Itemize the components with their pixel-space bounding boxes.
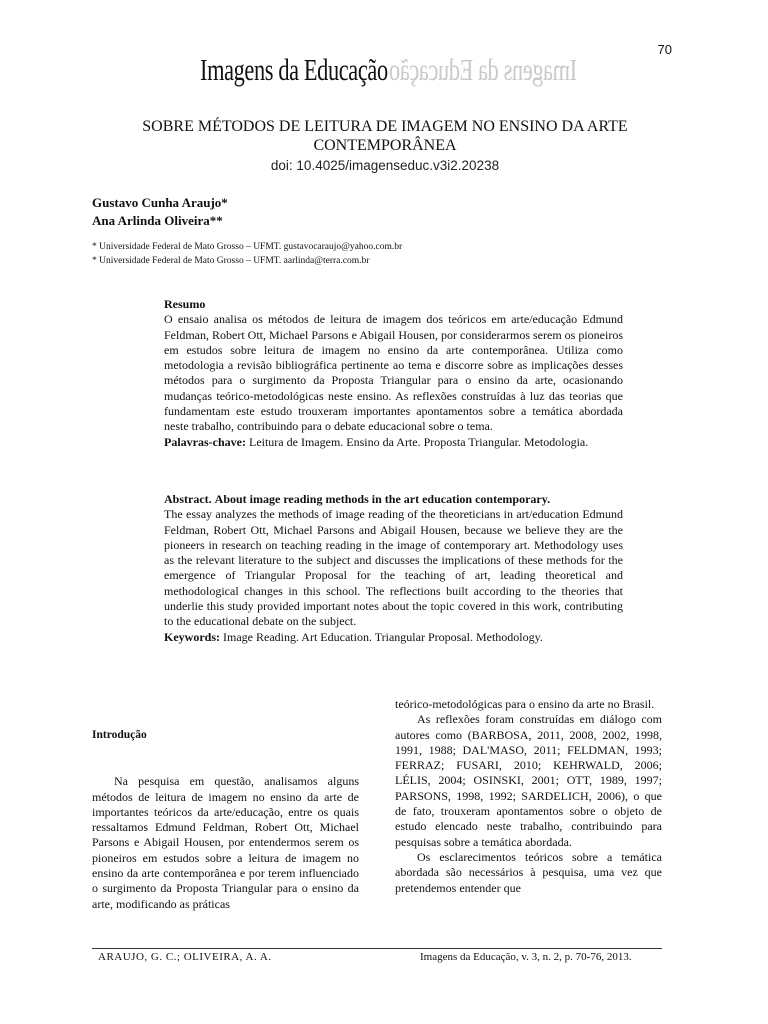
article-title: SOBRE MÉTODOS DE LEITURA DE IMAGEM NO ENSINO DA ARTE CONTEMPORÂNEA [142, 118, 628, 154]
resumo-text: O ensaio analisa os métodos de leitura de imagem dos teóricos em arte/educação Edmund Feldman, Robert Ott, Michael Parsons e Abigail Housen, por considerarmos serem os pioneiros em estudos sobre leitura de imagem no ensino da arte contemporânea. Utiliza como metodologia a revisão bibliográfica pertinente ao tema e discorre sobre as implicações desses métodos para o surgimento da Proposta Triangular para o ensino da arte, ocasionando mudanças teórico-metodológicas neste ensino. As reflexões construídas à luz das teorias que fundamentam este estudo trouxeram importantes apontamentos sobre a temática abordada neste trabalho, contribuindo para o debate educacional sobre o tema. [164, 312, 623, 434]
resumo-section [164, 297, 623, 450]
body-column-left [92, 697, 359, 912]
body-paragraph: As reflexões foram construídas em diálogo com autores como (BARBOSA, 2011, 2008, 2002, 1998, 1991, 1988; DAL'MASO, 2011; FELDMAN, 1993; FERRAZ; FUSARI, 2010; KEHRWALD, 2006; LÉLIS, 2004; OSINSKI, 2001; OTT, 1989, 1997; PARSONS, 1998, 1992; SARDELICH, 2006), o que de fato, trouxeram apontamentos sobre o objeto de estudo elencado neste trabalho, contribuindo para pesquisas sobre a temática abordada. [395, 712, 662, 849]
abstract-keywords-label: Keywords: [164, 629, 220, 644]
page-number: 70 [657, 42, 672, 57]
affiliation-list [92, 240, 402, 268]
body-paragraph: teórico-metodológicas para o ensino da arte no Brasil. [395, 697, 655, 711]
affiliation: * Universidade Federal de Mato Grosso – UFMT. aarlinda@terra.com.br [92, 256, 370, 266]
abstract-keywords [164, 630, 623, 645]
resumo-heading: Resumo [164, 297, 206, 311]
body-column-right [395, 697, 662, 896]
footer-citation-authors: ARAUJO, G. C.; OLIVEIRA, A. A. [98, 951, 272, 963]
body-paragraph: Os esclarecimentos teóricos sobre a temática abordada são necessários à pesquisa, uma vez que pretendemos entender que [395, 849, 662, 895]
abstract-section [164, 492, 623, 645]
abstract-title: About image reading methods in the art education contemporary. [214, 492, 551, 506]
abstract-text: The essay analyzes the methods of image reading of the theoreticians in art/education Edmund Feldman, Robert Ott, Michael Parsons and Abigail Housen, because we believe they are the pioneers in research on teaching reading in the image of contemporary art. Methodology uses as the relevant literature to the subject and discusses the implications of these methods for the emergence of Triangular Proposal for the teaching of art, leading theoretical and methodological changes in this school. The reflections built according to the theories that underlie this study provided important notes about the topic covered in this work, contributing to the educational debate on the subject. [164, 507, 623, 629]
abstract-label: Abstract. [164, 492, 212, 506]
author-name: Gustavo Cunha Araujo* [92, 195, 228, 210]
abstract-heading [164, 492, 623, 507]
article-doi[interactable]: doi: 10.4025/imagenseduc.v3i2.20238 [270, 158, 500, 173]
abstract-keywords-text: Image Reading. Art Education. Triangular Proposal. Methodology. [223, 629, 543, 644]
author-name: Ana Arlinda Oliveira** [92, 213, 223, 228]
affiliation: * Universidade Federal de Mato Grosso – UFMT. gustavocaraujo@yahoo.com.br [92, 242, 403, 252]
resumo-keywords-label: Palavras-chave: [164, 434, 246, 449]
journal-title-mirrored: Imagens da Educação [389, 52, 577, 87]
footer-divider [92, 948, 662, 949]
body-paragraph: Na pesquisa em questão, analisamos alguns métodos de leitura de imagem no ensino da arte de importantes teóricos da arte/educação, entre os quais ressaltamos Edmund Feldman, Robert Ott, Michael Parsons e Abigail Housen, por entendermos serem os pioneiros em estudos sobre a leitura de imagem no ensino da arte contemporânea e por terem influenciado o surgimento da Proposta Triangular para o ensino da arte, modificando as práticas [92, 774, 359, 911]
resumo-keywords-text: Leitura de Imagem. Ensino da Arte. Proposta Triangular. Metodologia. [248, 434, 589, 449]
journal-title: Imagens da Educação [200, 52, 388, 87]
footer-citation-journal: Imagens da Educação, v. 3, n. 2, p. 70-76, 2013. [420, 951, 632, 963]
journal-header [200, 52, 577, 88]
introduction-heading: Introdução [92, 729, 147, 741]
author-list [92, 194, 228, 230]
resumo-keywords [164, 435, 623, 450]
